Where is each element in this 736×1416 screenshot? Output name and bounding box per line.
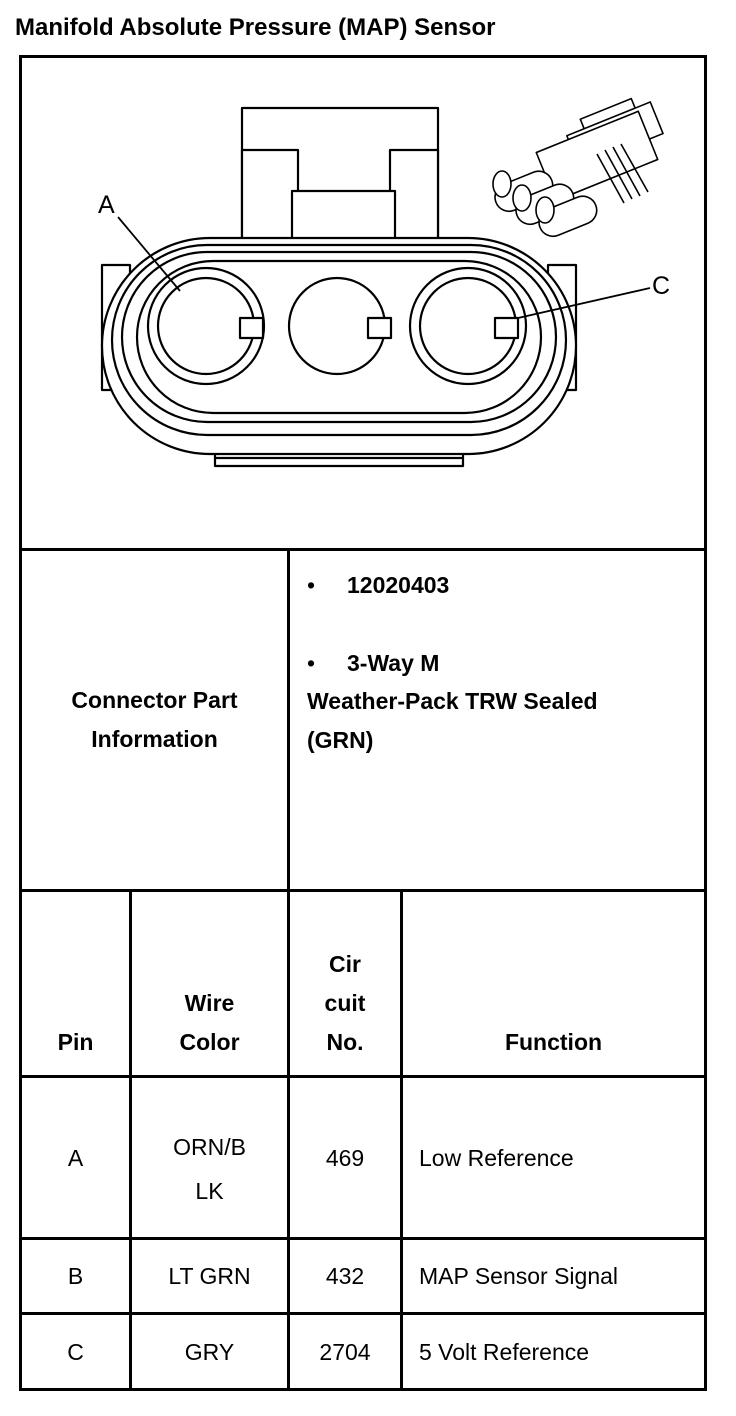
table-border-bottom: [19, 1388, 707, 1391]
header-function: Function: [504, 1029, 603, 1055]
row-a-function: Low Reference: [419, 1144, 574, 1171]
row-c-pin: C: [67, 1338, 84, 1365]
page-title: Manifold Absolute Pressure (MAP) Sensor: [15, 14, 496, 41]
connector-series: Weather-Pack TRW Sealed: [307, 688, 598, 714]
row-b-pin: B: [67, 1263, 84, 1289]
part-number-item: [307, 566, 449, 605]
header-circuit-number: Cir cuit No.: [324, 951, 366, 1055]
connector-info-values: [290, 551, 704, 889]
connector-color: (GRN): [307, 727, 374, 753]
row-c-circuit: 2704: [319, 1338, 371, 1365]
bullet: •: [307, 572, 316, 598]
row-b-wire-color: LT GRN: [168, 1263, 251, 1289]
header-pin: Pin: [57, 1029, 94, 1055]
row-c-function: 5 Volt Reference: [419, 1338, 590, 1365]
connector-info-label-cell: [22, 551, 287, 889]
connector-info-label: Connector Part Information: [71, 687, 238, 752]
connector-diagram: [22, 58, 704, 550]
header-wire-color: Wire Color: [179, 990, 240, 1055]
callout-a: A: [98, 191, 115, 219]
callout-c: C: [652, 272, 671, 300]
connector-table: [19, 55, 707, 1391]
row-a-circuit: 469: [325, 1144, 365, 1171]
connector-type: 3-Way M: [347, 650, 440, 676]
row-a-wire-color: ORN/B LK: [173, 1133, 246, 1204]
connector-thumbnail-drawing: [491, 99, 663, 241]
bullet: •: [307, 650, 316, 676]
table-border-right: [704, 55, 707, 1391]
row-c-wire-color: GRY: [184, 1338, 235, 1365]
connector-type-item: [307, 644, 439, 683]
row-a-pin: A: [67, 1144, 84, 1171]
row-b-function: MAP Sensor Signal: [419, 1263, 619, 1289]
row-b-circuit: 432: [325, 1263, 365, 1289]
part-number: 12020403: [347, 572, 450, 598]
